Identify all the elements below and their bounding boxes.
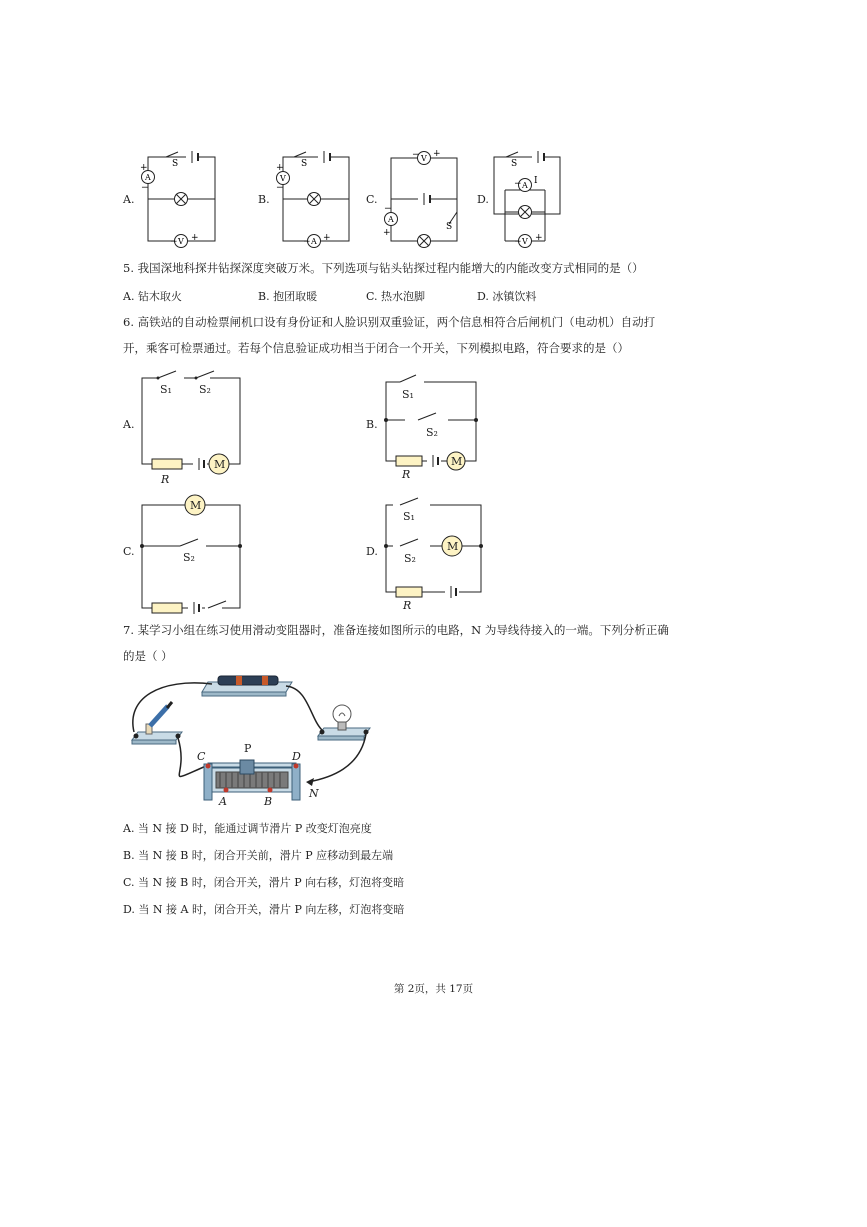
q7-label-d: D xyxy=(292,750,301,763)
rheostat xyxy=(204,760,300,800)
slider-p xyxy=(240,760,254,774)
switch xyxy=(132,732,182,740)
q6c-resistor xyxy=(152,603,182,613)
svg-text:+: + xyxy=(535,233,543,243)
q7-label-n: N xyxy=(309,787,319,800)
svg-text:+: + xyxy=(191,233,199,243)
q7-option-a: A. 当 N 接 D 时，能通过调节滑片 P 改变灯泡亮度 xyxy=(123,822,372,835)
svg-text:A: A xyxy=(388,215,394,224)
svg-text:S₂: S₂ xyxy=(183,551,195,564)
q5-option-a: A. 钻木取火 xyxy=(123,290,182,303)
svg-text:+: + xyxy=(433,149,441,159)
svg-text:−: − xyxy=(276,183,284,193)
q7-stem-line2: 的是（ ） xyxy=(123,649,173,663)
svg-text:A: A xyxy=(522,181,528,190)
q7-label-b: B xyxy=(264,795,273,808)
q4a-ammeter-symbol: A xyxy=(145,173,151,182)
svg-text:−: − xyxy=(412,150,420,160)
svg-text:+: + xyxy=(140,163,148,173)
svg-text:M: M xyxy=(214,458,226,471)
svg-text:+: + xyxy=(383,228,391,238)
svg-text:R: R xyxy=(402,468,411,481)
page-number-footer: 第 2页，共 17页 xyxy=(393,983,474,995)
q6-option-d-label: D. xyxy=(366,545,378,558)
q4-option-b-label: B. xyxy=(258,193,270,206)
svg-text:−: − xyxy=(303,237,311,247)
q7-option-c: C. 当 N 接 B 时，闭合开关，滑片 P 向右移，灯泡将变暗 xyxy=(123,876,405,889)
svg-text:V: V xyxy=(522,237,528,246)
q7-label-c: C xyxy=(197,750,206,763)
svg-text:M: M xyxy=(190,499,202,512)
svg-text:−: − xyxy=(141,183,149,193)
q6d-resistor xyxy=(396,587,422,597)
q6b-resistor xyxy=(396,456,422,466)
svg-text:−: − xyxy=(514,179,522,189)
q6-option-a-label: A. xyxy=(123,418,135,431)
q4a-lamp xyxy=(175,193,188,206)
q6-circuit-diagrams xyxy=(0,360,867,615)
q4-option-a-label: A. xyxy=(123,193,135,206)
svg-text:M: M xyxy=(447,540,459,553)
svg-text:S₂: S₂ xyxy=(426,426,438,439)
svg-text:V: V xyxy=(421,154,427,163)
svg-text:S: S xyxy=(511,159,518,169)
q6-stem-line2: 开，乘客可检票通过。若每个信息验证成功相当于闭合一个开关，下列模拟电路，符合要求的是（） xyxy=(123,341,629,355)
svg-text:I: I xyxy=(534,176,538,186)
q6-option-c-label: C. xyxy=(123,545,135,558)
q7-figure xyxy=(120,668,380,810)
svg-text:M: M xyxy=(451,455,463,468)
svg-text:S: S xyxy=(301,159,308,169)
q4-option-d-label: D. xyxy=(477,193,489,206)
svg-text:S₂: S₂ xyxy=(404,552,416,565)
q4-circuit-diagrams xyxy=(0,0,867,260)
q5-option-b: B. 抱团取暖 xyxy=(258,290,318,303)
svg-text:S: S xyxy=(172,159,179,169)
svg-text:+: + xyxy=(323,233,331,243)
q4a-voltmeter-symbol: V xyxy=(178,237,184,246)
svg-text:V: V xyxy=(280,174,286,183)
q5-option-d: D. 冰镇饮料 xyxy=(477,290,537,303)
q7-stem-line1: 7. 某学习小组在练习使用滑动变阻器时，准备连接如图所示的电路，N 为导线待接入的一端。下列分析正确 xyxy=(123,623,669,637)
svg-text:+: + xyxy=(276,163,284,173)
svg-text:R: R xyxy=(403,599,412,612)
q7-label-p: P xyxy=(244,742,252,755)
svg-text:A: A xyxy=(311,237,317,246)
svg-text:S: S xyxy=(446,222,453,232)
q4-option-c-label: C. xyxy=(366,193,378,206)
svg-text:−: − xyxy=(170,237,178,247)
svg-text:S₁: S₁ xyxy=(403,510,415,523)
svg-text:−: − xyxy=(384,204,392,214)
q7-option-d: D. 当 N 接 A 时，闭合开关，滑片 P 向左移，灯泡将变暗 xyxy=(123,903,405,916)
q4b-lamp xyxy=(308,193,321,206)
q6-stem-line1: 6. 高铁站的自动检票闸机口设有身份证和人脸识别双重验证，两个信息相符合后闸机门（电动机）自动打 xyxy=(123,315,656,329)
svg-text:S₂: S₂ xyxy=(199,383,211,396)
svg-text:R: R xyxy=(161,473,170,486)
q7-option-b: B. 当 N 接 B 时，闭合开关前，滑片 P 应移动到最左端 xyxy=(123,849,394,862)
svg-text:S₁: S₁ xyxy=(160,383,172,396)
battery xyxy=(218,676,278,685)
q6-option-b-label: B. xyxy=(366,418,378,431)
svg-text:−: − xyxy=(514,237,522,247)
svg-text:S₁: S₁ xyxy=(402,388,414,401)
bulb xyxy=(333,705,351,723)
q7-label-a: A xyxy=(219,795,227,808)
q5-stem: 5. 我国深地科探井钻探深度突破万米。下列选项与钻头钻探过程内能增大的内能改变方式相同的是（） xyxy=(123,261,644,275)
q6a-resistor xyxy=(152,459,182,469)
q5-option-c: C. 热水泡脚 xyxy=(366,290,426,303)
